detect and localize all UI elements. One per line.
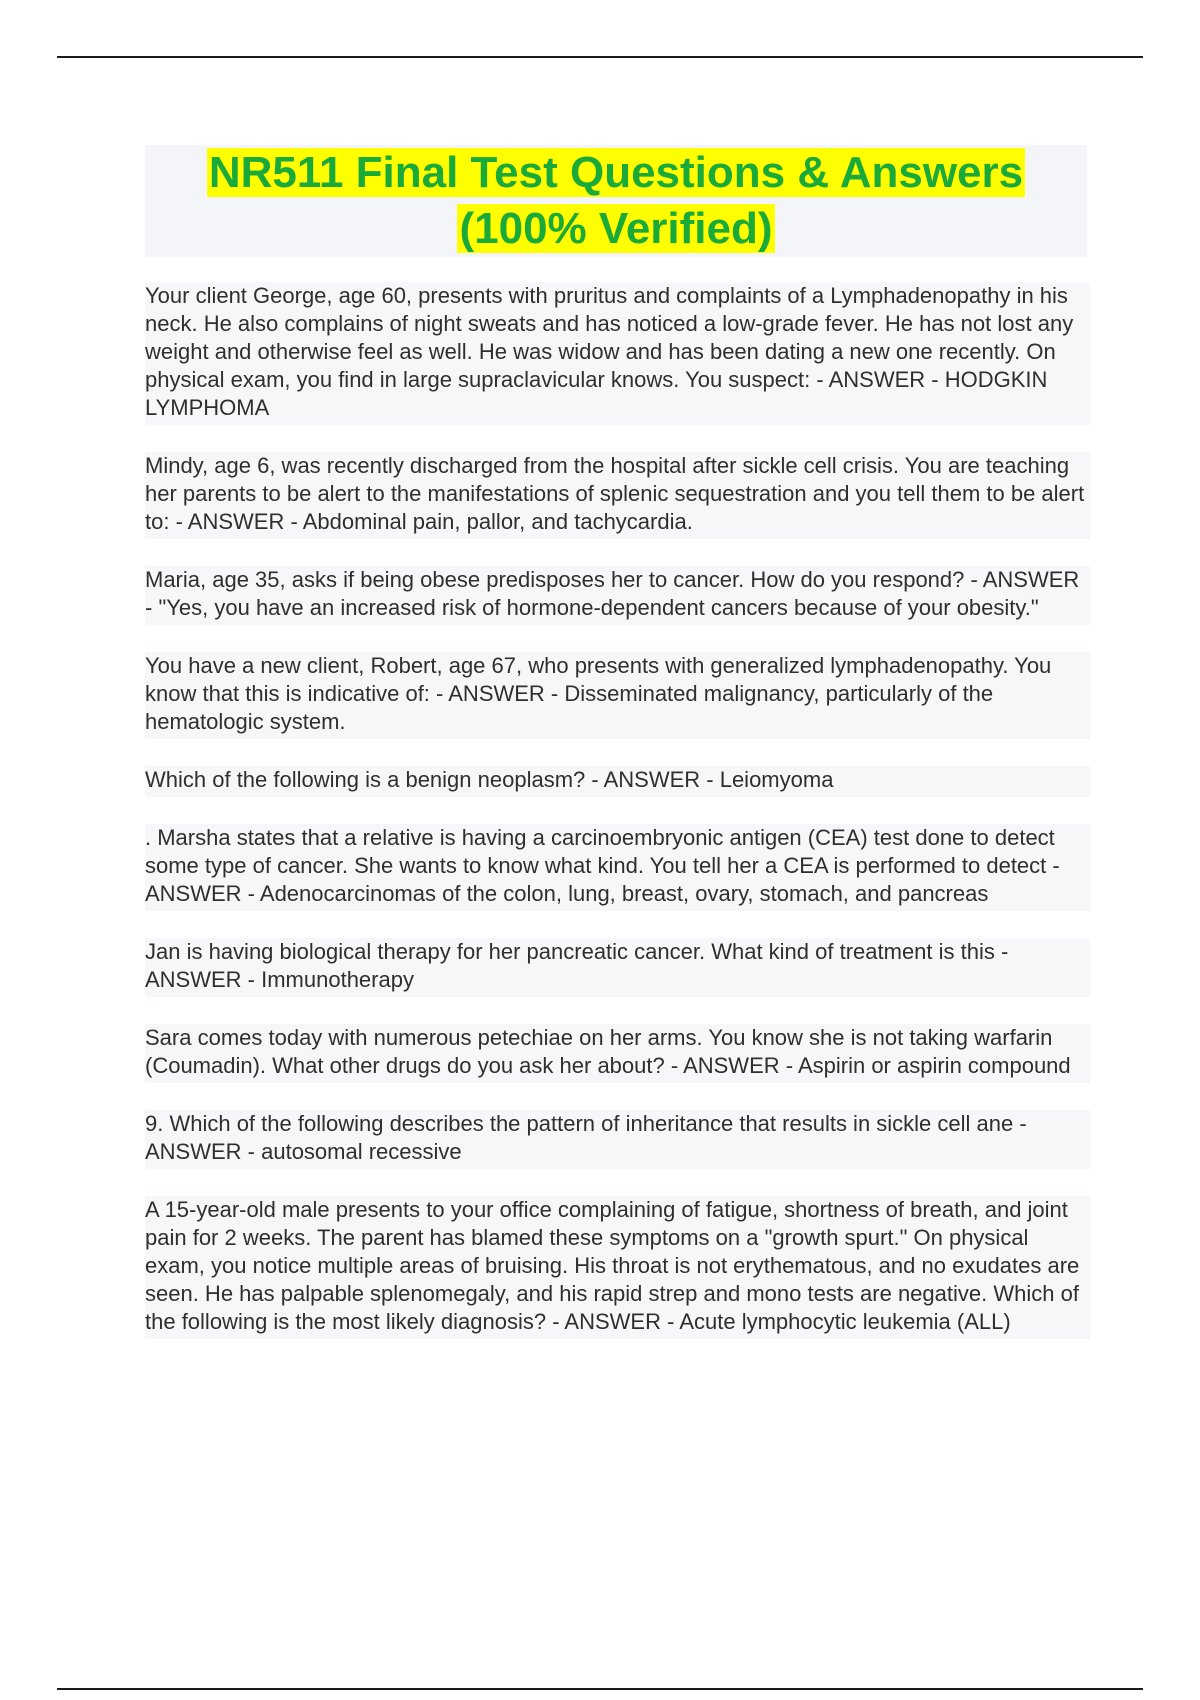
header-rule	[57, 56, 1143, 58]
qa-item: Jan is having biological therapy for her pancreatic cancer. What kind of treatment is this - ANSWER - Immunotherapy	[145, 938, 1090, 997]
title-line-2: (100% Verified)	[459, 204, 773, 253]
title-line-1: NR511 Final Test Questions & Answers	[208, 148, 1024, 197]
qa-list	[145, 282, 1090, 1366]
qa-item: Your client George, age 60, presents with pruritus and complaints of a Lymphadenopathy in his neck. He also complains of night sweats and has noticed a low-grade fever. He has not lost any weight and otherwise feel as well. He was widow and has been dating a new one recently. On physical exam, you find in large supraclavicular knows. You suspect: - ANSWER - HODGKIN LYMPHOMA	[145, 282, 1090, 425]
qa-item: . Marsha states that a relative is having a carcinoembryonic antigen (CEA) test done to detect some type of cancer. She wants to know what kind. You tell her a CEA is performed to detect - ANSWER - Adenocarcinomas of the colon, lung, breast, ovary, stomach, and pancreas	[145, 824, 1090, 911]
qa-item: Mindy, age 6, was recently discharged from the hospital after sickle cell crisis. You are teaching her parents to be alert to the manifestations of splenic sequestration and you tell them to be alert to: - ANSWER - Abdominal pain, pallor, and tachycardia.	[145, 452, 1090, 539]
qa-item: You have a new client, Robert, age 67, who presents with generalized lymphadenopathy. You know that this is indicative of: - ANSWER - Disseminated malignancy, particularly of the hematologic system.	[145, 652, 1090, 739]
qa-item: Maria, age 35, asks if being obese predisposes her to cancer. How do you respond? - ANSWER - "Yes, you have an increased risk of hormone-dependent cancers because of your obesity."	[145, 566, 1090, 625]
qa-item: Sara comes today with numerous petechiae on her arms. You know she is not taking warfarin (Coumadin). What other drugs do you ask her about? - ANSWER - Aspirin or aspirin compound	[145, 1024, 1090, 1083]
footer-rule	[57, 1688, 1143, 1690]
qa-item: 9. Which of the following describes the pattern of inheritance that results in sickle cell ane - ANSWER - autosomal recessive	[145, 1110, 1090, 1169]
document-title	[145, 145, 1087, 257]
qa-item: A 15-year-old male presents to your office complaining of fatigue, shortness of breath, and joint pain for 2 weeks. The parent has blamed these symptoms on a "growth spurt." On physical exam, you notice multiple areas of bruising. His throat is not erythematous, and no exudates are seen. He has palpable splenomegaly, and his rapid strep and mono tests are negative. Which of the following is the most likely diagnosis? - ANSWER - Acute lymphocytic leukemia (ALL)	[145, 1196, 1090, 1339]
qa-item: Which of the following is a benign neoplasm? - ANSWER - Leiomyoma	[145, 766, 1090, 797]
